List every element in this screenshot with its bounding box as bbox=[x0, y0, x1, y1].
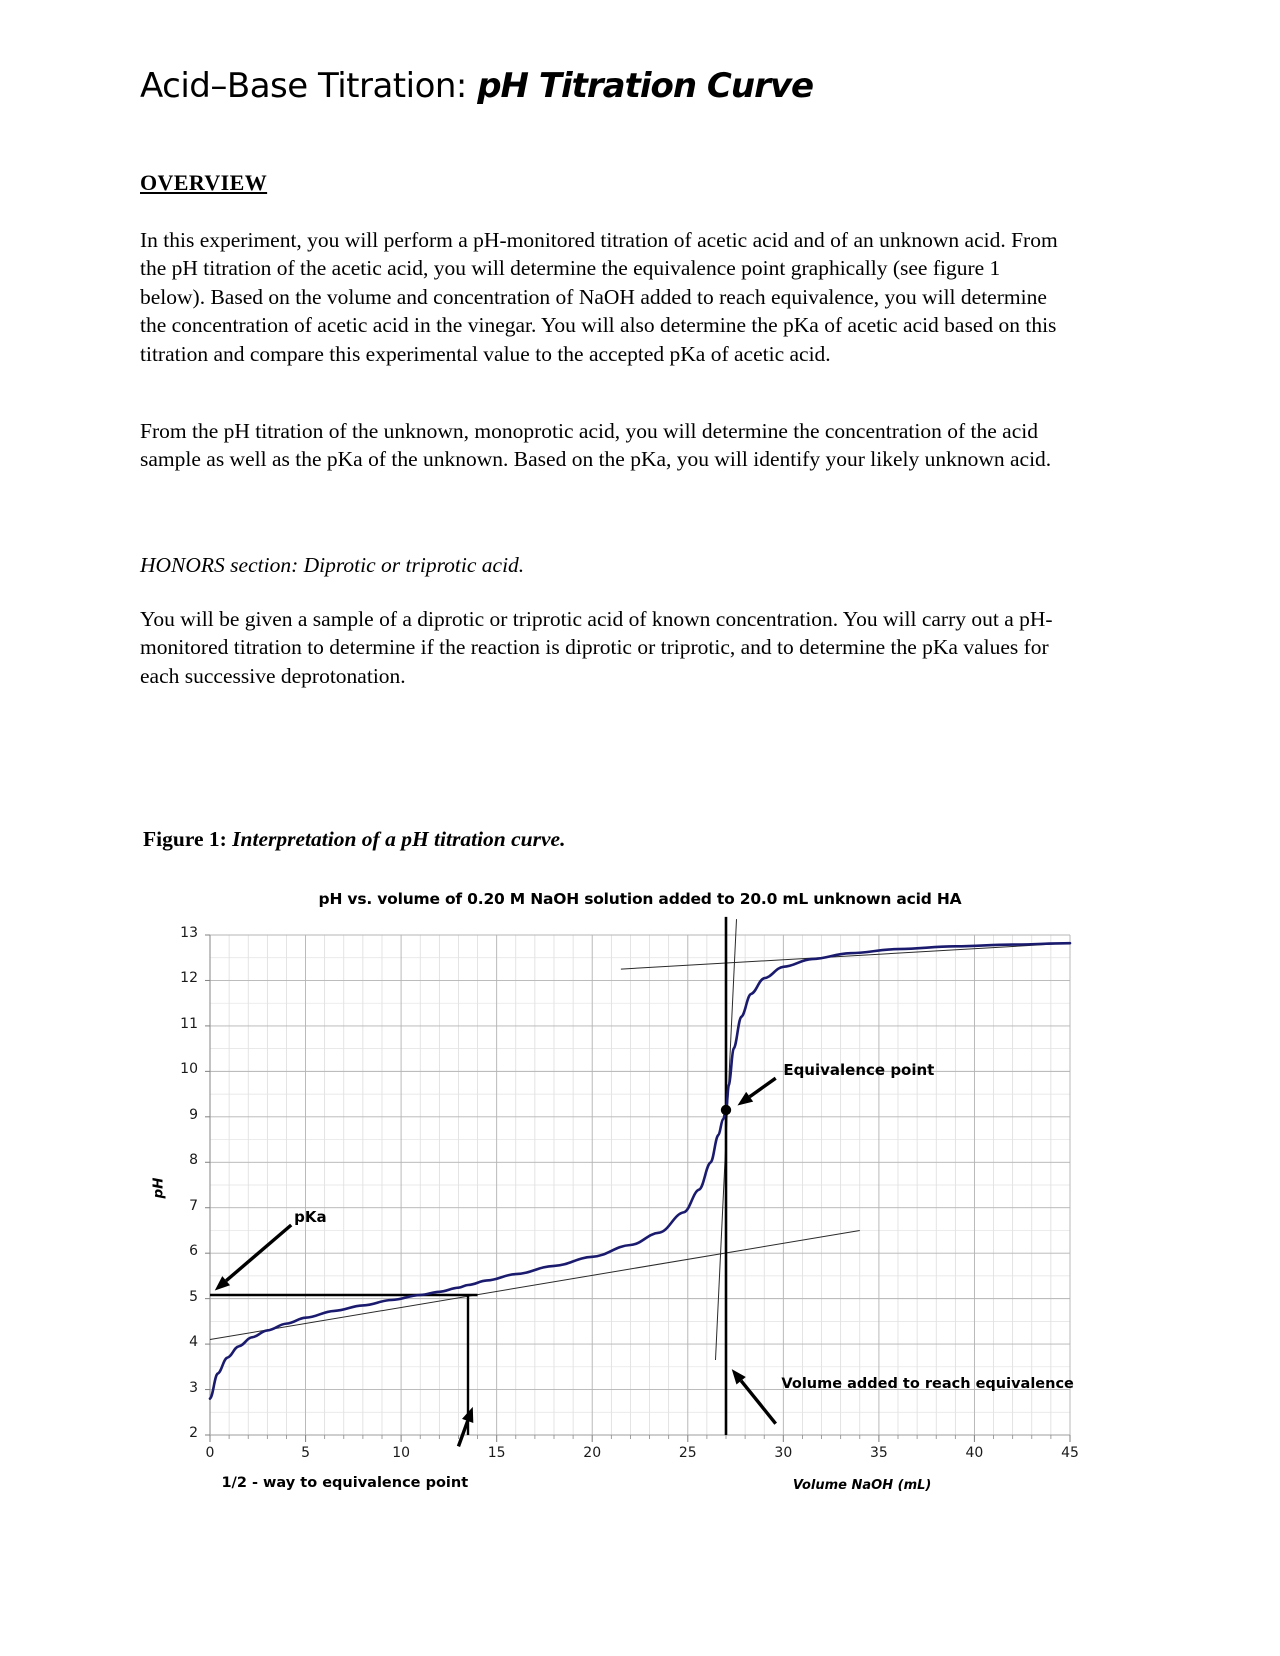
y-axis-tick-label: 11 bbox=[180, 1015, 198, 1032]
y-axis-tick-label: 7 bbox=[189, 1197, 198, 1214]
x-axis-tick-label: 5 bbox=[301, 1445, 310, 1461]
honors-section-line: HONORS section: Diprotic or triprotic acid. bbox=[140, 553, 525, 577]
y-axis-tick-label: 2 bbox=[189, 1425, 198, 1441]
half-way-label: 1/2 - way to equivalence point bbox=[221, 1475, 469, 1491]
overview-paragraph-2: From the pH titration of the unknown, monoprotic acid, you will determine the concentration of the acid sample as well as the pKa of the unknown. Based on the pKa, you will identify your likely unknown acid. bbox=[140, 419, 1052, 472]
y-axis-tick-label: 13 bbox=[180, 925, 198, 941]
x-axis-tick-label: 10 bbox=[392, 1445, 411, 1461]
figure-caption-text: Interpretation of a pH titration curve. bbox=[232, 827, 566, 851]
equivalence-point-marker bbox=[721, 1105, 731, 1115]
equivalence-point-label: Equivalence point bbox=[783, 1061, 935, 1080]
figure-caption bbox=[143, 827, 565, 852]
volume-added-label: Volume added to reach equivalence bbox=[781, 1375, 1074, 1392]
y-axis-tick-label: 4 bbox=[189, 1334, 198, 1351]
x-axis-tick-label: 45 bbox=[1061, 1445, 1079, 1461]
page-title-plain: Acid–Base Titration: bbox=[140, 66, 478, 106]
x-axis-tick-label: 40 bbox=[965, 1445, 984, 1461]
x-axis-tick-label: 20 bbox=[583, 1445, 602, 1461]
y-axis-tick-label: 10 bbox=[180, 1061, 198, 1078]
pka-label: pKa bbox=[294, 1207, 327, 1226]
x-axis-tick-label: 15 bbox=[487, 1445, 506, 1461]
y-axis-tick-label: 3 bbox=[189, 1379, 198, 1396]
x-axis-tick-label: 30 bbox=[774, 1445, 793, 1461]
page-title bbox=[140, 68, 813, 105]
y-axis-tick-label: 12 bbox=[180, 970, 198, 987]
y-axis-label: pH bbox=[150, 1177, 167, 1199]
y-axis-tick-label: 6 bbox=[189, 1243, 198, 1260]
y-axis-tick-label: 5 bbox=[189, 1288, 198, 1305]
y-axis-tick-label: 9 bbox=[189, 1106, 198, 1123]
x-axis-tick-label: 35 bbox=[869, 1445, 888, 1461]
chart-title: pH vs. volume of 0.20 M NaOH solution added to 20.0 mL unknown acid HA bbox=[318, 890, 962, 908]
chart-plot-area bbox=[140, 880, 1100, 1500]
x-axis-tick-label: 0 bbox=[205, 1445, 215, 1461]
y-axis-tick-label: 8 bbox=[189, 1152, 198, 1169]
x-axis-tick-label: 25 bbox=[678, 1445, 697, 1461]
overview-heading: OVERVIEW bbox=[140, 170, 268, 195]
overview-paragraph-1: In this experiment, you will perform a pH-monitored titration of acetic acid and of an unknown acid. From the pH titration of the acetic acid, you will determine the equivalence point graphically (see figure 1 below). Based on the volume and concentration of NaOH added to reach equivalence, you will determine the concentration of acetic acid in the vinegar. You will also determine the pKa of acetic acid based on this titration and compare this experimental value to the accepted pKa of acetic acid. bbox=[140, 228, 1058, 366]
x-axis-label: Volume NaOH (mL) bbox=[792, 1478, 932, 1493]
honors-paragraph: You will be given a sample of a diprotic or triprotic acid of known concentration. You will carry out a pH-monitored titration to determine if the reaction is diprotic or triprotic, and to determine the pKa values for each successive deprotonation. bbox=[140, 607, 1053, 688]
page-title-emphasis: pH Titration Curve bbox=[477, 66, 814, 106]
figure-1-chart bbox=[140, 880, 1100, 1560]
figure-caption-label: Figure 1: bbox=[143, 827, 227, 851]
